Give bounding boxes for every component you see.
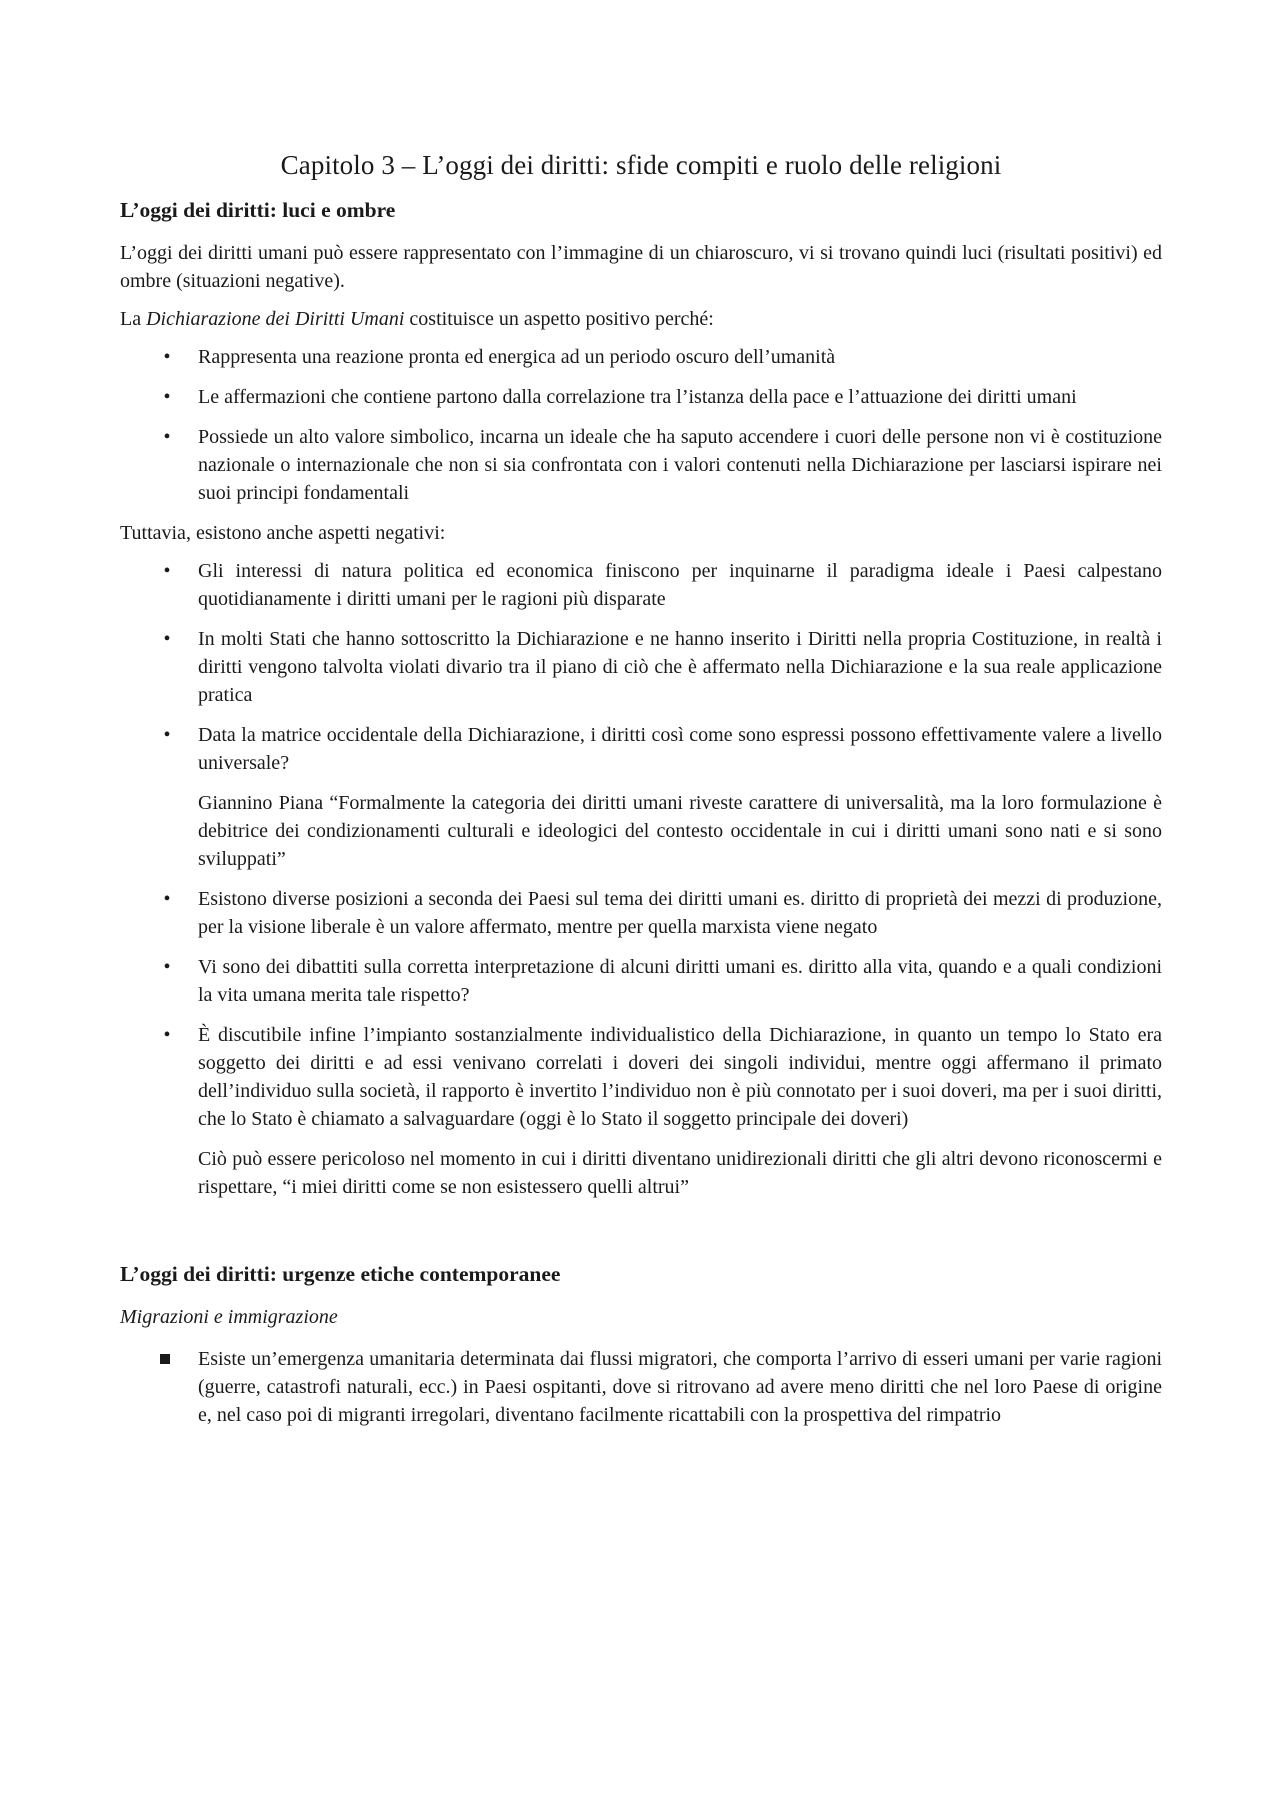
section-heading-luci-ombre: L’oggi dei diritti: luci e ombre [120,198,396,223]
bullet-icon: • [163,1024,171,1047]
list-item [120,885,1162,941]
list-item [120,383,1162,411]
list-item [120,557,1162,613]
intro-paragraph: L’oggi dei diritti umani può essere rappresentato con l’immagine di un chiaroscuro, vi si trovano quindi luci (risultati positivi) ed ombre (situazioni negative). [120,242,1162,293]
list-item-text: Vi sono dei dibattiti sulla corretta interpretazione di alcuni diritti umani es. diritto alla vita, quando e a quali condizioni la vita umana merita tale rispetto? [198,956,1162,1007]
list-item [120,625,1162,709]
bullet-icon: • [163,888,171,911]
positive-intro-post: costituisce un aspetto positivo perché: [404,308,714,331]
section-heading-urgenze: L’oggi dei diritti: urgenze etiche contemporanee [120,1262,561,1287]
list-item-text: Data la matrice occidentale della Dichiarazione, i diritti così come sono espressi possono effettivamente valere a livello universale? [198,724,1162,775]
list-item-text: Rappresenta una reazione pronta ed energica ad un periodo oscuro dell’umanità [198,346,836,369]
section-spacer [120,1211,1162,1261]
list-item-text: Possiede un alto valore simbolico, incarna un ideale che ha saputo accendere i cuori delle persone non vi è costituzione nazionale o internazionale che non si sia confrontata con i valori contenuti nella Dichiarazione per lasciarsi ispirare nei suoi principi fondamentali [198,426,1162,505]
bullet-icon: • [163,628,171,651]
piana-quote: Giannino Piana “Formalmente la categoria dei diritti umani riveste carattere di universalità, ma la loro formulazione è debitrice dei condizionamenti culturali e ideologici del contesto occidentale in cui i diritti umani sono nati e si sono sviluppati” [198,792,1162,871]
list-item-text: Esiste un’emergenza umanitaria determinata dai flussi migratori, che comporta l’arrivo di esseri umani per varie ragioni (guerre, catastrofi naturali, ecc.) in Paesi ospitanti, dove si ritrovano ad avere meno diritti che nel loro Paese di origine e, nel caso poi di migranti irregolari, diventano facilmente ricattabili con la prospettiva del rimpatrio [198,1347,1162,1426]
list-item [120,953,1162,1009]
square-bullet-icon [160,1354,170,1364]
document-page [120,148,1162,1441]
list-item [120,721,1162,777]
chapter-title: Capitolo 3 – L’oggi dei diritti: sfide compiti e ruolo delle religioni [280,150,1002,180]
bullet-icon: • [163,346,171,369]
negative-list [120,557,1162,777]
subheading-migrazioni: Migrazioni e immigrazione [120,1305,338,1328]
positive-intro-pre: La [120,308,147,331]
bullet-icon: • [163,386,171,409]
negative-list-continued [120,885,1162,1133]
declaration-title: Dichiarazione dei Diritti Umani [146,308,405,331]
positive-intro-paragraph [120,305,1162,333]
negative-intro-paragraph: Tuttavia, esistono anche aspetti negativi: [120,522,446,545]
list-item-text: Gli interessi di natura politica ed economica finiscono per inquinarne il paradigma ideale i Paesi calpestano quotidianamente i diritti umani per le ragioni più disparate [198,560,1162,611]
list-item-text: È discutibile infine l’impianto sostanzialmente individualistico della Dichiarazione, in quanto un tempo lo Stato era soggetto dei diritti e ad essi venivano correlati i doveri dei singoli individui, mentre oggi affermano il primato dell’individuo sulla società, il rapporto è invertito l’individuo non è più connotato per i suoi doveri, ma per i suoi diritti, che lo Stato è chiamato a salvaguardare (oggi è lo Stato il soggetto principale dei doveri) [198,1024,1162,1131]
list-item [120,1021,1162,1133]
list-item [120,423,1162,507]
positive-list [120,343,1162,507]
list-item [120,343,1162,371]
list-item-text: In molti Stati che hanno sottoscritto la Dichiarazione e ne hanno inserito i Diritti nella propria Costituzione, in realtà i diritti vengono talvolta violati divario tra il piano di ciò che è affermato nella Dichiarazione e la sua reale applicazione pratica [198,628,1162,707]
list-item-text: Esistono diverse posizioni a seconda dei Paesi sul tema dei diritti umani es. diritto di proprietà dei mezzi di produzione, per la visione liberale è un valore affermato, mentre per quella marxista viene negato [198,888,1162,939]
list-item [120,1345,1162,1429]
bullet-icon: • [163,956,171,979]
bullet-icon: • [163,426,171,449]
bullet-icon: • [163,724,171,747]
migration-list [120,1345,1162,1429]
list-item-text: Le affermazioni che contiene partono dalla correlazione tra l’istanza della pace e l’attuazione dei diritti umani [198,386,1077,409]
bullet-icon: • [163,560,171,583]
closing-paragraph: Ciò può essere pericoloso nel momento in cui i diritti diventano unidirezionali diritti che gli altri devono riconoscermi e rispettare, “i miei diritti come se non esistessero quelli altrui” [198,1148,1162,1199]
